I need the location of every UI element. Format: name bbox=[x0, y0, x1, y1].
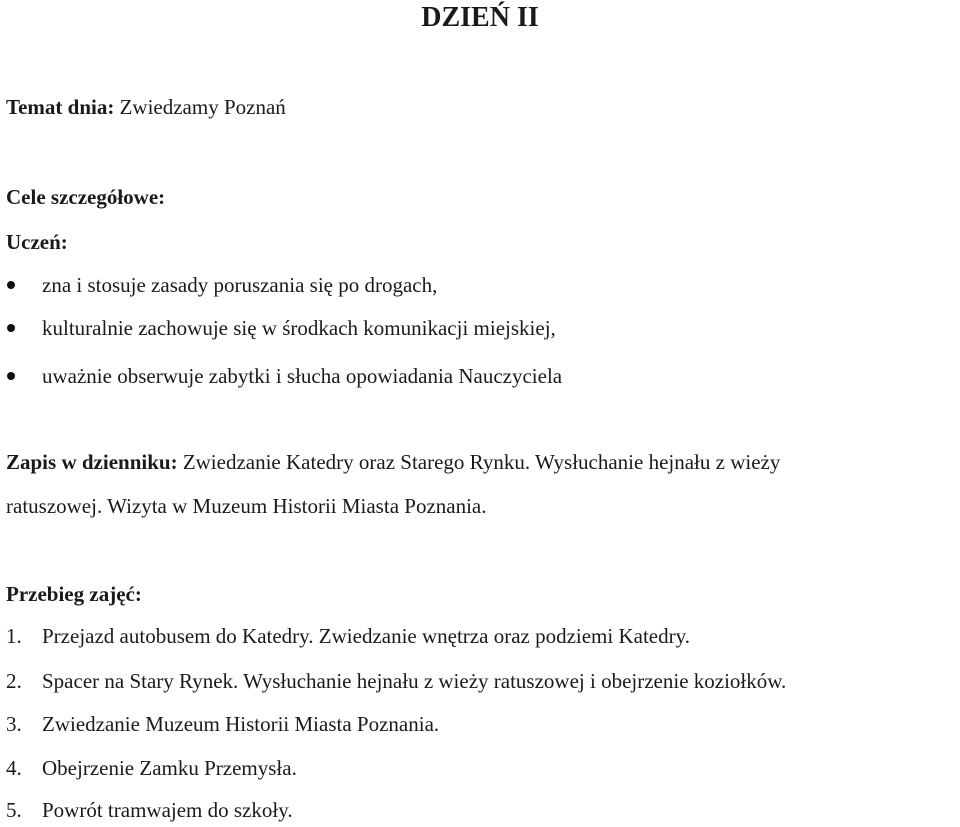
goal-item: zna i stosuje zasady poruszania się po drogach, bbox=[42, 273, 438, 297]
bullet-icon bbox=[7, 324, 15, 332]
topic-label: Temat dnia: bbox=[6, 95, 115, 119]
step-number: 5. bbox=[6, 798, 22, 822]
topic-value: Zwiedzamy Poznań bbox=[119, 95, 286, 119]
goals-subject: Uczeń: bbox=[6, 230, 68, 254]
step-text: Obejrzenie Zamku Przemysła. bbox=[42, 756, 297, 780]
topic-line bbox=[6, 94, 286, 120]
step-number: 1. bbox=[6, 624, 22, 648]
bullet-icon bbox=[7, 372, 15, 380]
course-heading: Przebieg zajęć: bbox=[6, 582, 142, 606]
journal-label: Zapis w dzienniku: bbox=[6, 450, 178, 474]
goal-item: uważnie obserwuje zabytki i słucha opowiadania Nauczyciela bbox=[42, 364, 563, 388]
step-number: 4. bbox=[6, 756, 22, 780]
step-text: Zwiedzanie Muzeum Historii Miasta Poznania. bbox=[42, 712, 440, 736]
bullet-icon bbox=[7, 281, 15, 289]
step-text: Przejazd autobusem do Katedry. Zwiedzanie wnętrza oraz podziemi Katedry. bbox=[42, 624, 690, 648]
page-title: DZIEŃ II bbox=[421, 2, 539, 33]
step-text: Powrót tramwajem do szkoły. bbox=[42, 798, 293, 822]
step-number: 3. bbox=[6, 712, 22, 736]
journal-line-1 bbox=[6, 449, 780, 475]
goals-heading: Cele szczegółowe: bbox=[6, 185, 166, 209]
journal-text-2: ratuszowej. Wizyta w Muzeum Historii Miasta Poznania. bbox=[6, 494, 487, 518]
step-text: Spacer na Stary Rynek. Wysłuchanie hejnału z wieży ratuszowej i obejrzenie koziołków. bbox=[42, 669, 787, 693]
journal-text-1: Zwiedzanie Katedry oraz Starego Rynku. Wysłuchanie hejnału z wieży bbox=[182, 450, 781, 474]
goal-item: kulturalnie zachowuje się w środkach komunikacji miejskiej, bbox=[42, 316, 556, 340]
step-number: 2. bbox=[6, 669, 22, 693]
